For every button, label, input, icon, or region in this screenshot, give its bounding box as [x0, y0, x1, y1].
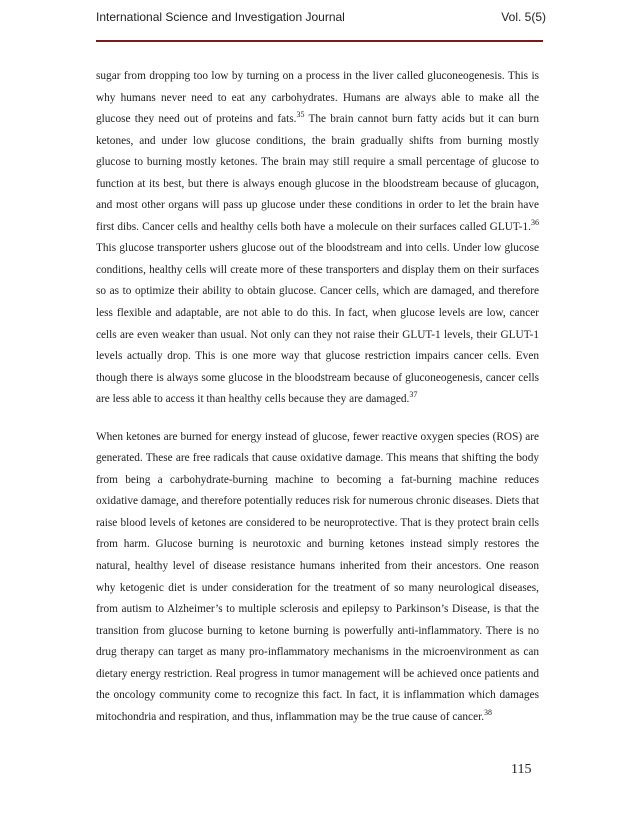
volume-number: Vol. 5(5) [501, 10, 546, 24]
citation-marker: 35 [296, 110, 305, 120]
running-header [96, 10, 546, 28]
paragraph-text: The brain cannot burn fatty acids but it can burn ketones, and under low glucose conditions, the brain gradually shifts from burning mostly glucose to burning mostly ketones. The brain may still require a small percentage of glucose to function at its best, but there is always enough glucose in the bloodstream because of glucagon, and most other organs will pass up glucose under these conditions in order to let the brain have first dibs. Cancer cells and healthy cells both have a molecule on their surfaces called GLUT-1. [96, 113, 539, 233]
paragraph-text: This glucose transporter ushers glucose out of the bloodstream and into cells. Under low glucose conditions, healthy cells will create more of these transporters and display them on their surfaces so as to optimize their ability to obtain glucose. Cancer cells, which are damaged, and therefore less flexible and adaptable, are not able to do this. In fact, when glucose levels are low, cancer cells are even weaker than usual. Not only can they not raise their GLUT-1 levels, their GLUT-1 levels actually drop. This is one more way that glucose restriction impairs cancer cells. Even though there is always some glucose in the bloodstream because of gluconeogenesis, cancer cells are less able to access it than healthy cells because they are damaged. [96, 242, 539, 406]
paragraph [96, 427, 539, 729]
header-rule [96, 40, 543, 42]
paragraph-text: sugar from dropping too low by turning on a process in the liver called gluconeogenesis. This is why humans never need to eat any carbohydrates. Humans are always able to make all the glucose they need out of proteins and fats. [96, 70, 539, 126]
article-body [96, 66, 539, 728]
page-number: 115 [511, 762, 532, 777]
journal-title: International Science and Investigation Journal [96, 10, 345, 24]
citation-marker: 36 [531, 218, 539, 228]
citation-marker: 38 [484, 708, 493, 718]
paragraph [96, 66, 539, 411]
paragraph-text: When ketones are burned for energy instead of glucose, fewer reactive oxygen species (ROS) are generated. These are free radicals that cause oxidative damage. This means that shifting the body from being a carbohydrate-burning machine to becoming a fat-burning machine reduces oxidative damage, and therefore potentially reduces risk for numerous chronic diseases. Diets that raise blood levels of ketones are considered to be neuroprotective. That is they protect brain cells from harm. Glucose burning is neurotoxic and burning ketones instead simply restores the natural, healthy level of disease resistance humans inherited from their ancestors. One reason why ketogenic diet is under consideration for the treatment of so many neurological diseases, from autism to Alzheimer’s to multiple sclerosis and epilepsy to Parkinson’s Disease, is that the transition from glucose burning to ketone burning is powerfully anti-inflammatory. There is no drug therapy can target as many pro-inflammatory mechanisms in the microenvironment as can dietary energy restriction. Real progress in tumor management will be achieved once patients and the oncology community come to recognize this fact. In fact, it is inflammation which damages mitochondria and respiration, and thus, inflammation may be the true cause of cancer. [96, 430, 539, 723]
citation-marker: 37 [409, 390, 418, 400]
